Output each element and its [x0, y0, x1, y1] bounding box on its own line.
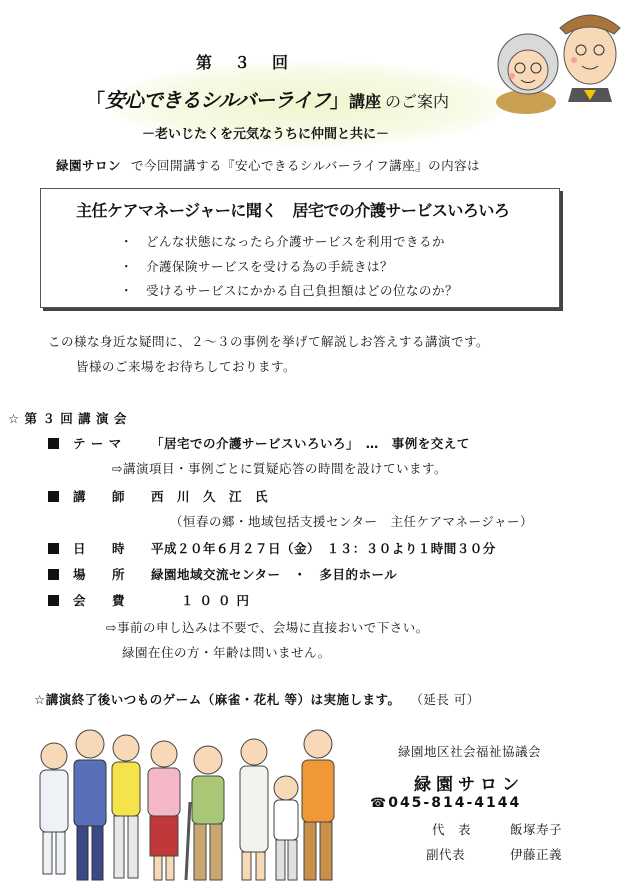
after-line [34, 692, 480, 708]
title-guide: のご案内 [384, 92, 449, 111]
after-text: ☆講演終了後いつものゲーム（麻雀・花札 等）は実施します。 [34, 692, 401, 707]
date-row [48, 541, 496, 557]
bullet-text: 受けるサービスにかかる自己負担額はどの位なのか？ [146, 283, 459, 298]
square-bullet [48, 543, 59, 554]
after-extension: （延長 可） [416, 692, 480, 707]
lecture-heading: ☆ 第 ３ 回 講 演 会 [8, 411, 127, 426]
vice-representative-row [426, 847, 562, 863]
lecturer-note: （恒春の郷・地域包括支援センター 主任ケアマネージャー） [170, 514, 534, 529]
theme-note: ⇨講演項目・事例ごとに質疑応答の時間を設けています。 [112, 461, 447, 476]
title-quote-open: 「 [86, 90, 106, 112]
bullet-dot: ・ [120, 259, 147, 274]
session-number: 第 ３ 回 [196, 53, 292, 72]
topic-bullet-1 [120, 234, 445, 250]
lecturer-row [48, 489, 268, 505]
explanation-line-2: 皆様のご来場をお待ちしております。 [76, 359, 297, 374]
vice-label: 副代表 [426, 847, 466, 862]
topic-bullet-2 [120, 259, 393, 275]
place-label: 場 所 [73, 567, 126, 582]
page-title [86, 84, 449, 113]
people-group-illustration [30, 722, 340, 888]
bullet-text: どんな状態になったら介護サービスを利用できるか [146, 234, 446, 249]
theme-row [48, 436, 470, 452]
square-bullet [48, 569, 59, 580]
square-bullet [48, 438, 59, 449]
intro-text: で今回開講する『安心できるシルバーライフ講座』の内容は [131, 158, 481, 173]
theme-value: 「居宅での介護サービスいろいろ」 … 事例を交えて [151, 436, 470, 451]
vice-name: 伊藤正義 [510, 847, 563, 862]
square-bullet [48, 491, 59, 502]
phone-number: 045-814-4144 [388, 795, 522, 811]
fee-value: １００円 [181, 593, 256, 608]
date-value: 平成２０年６月２７日（金） １３：３０より１時間３０分 [151, 541, 496, 556]
fee-label: 会 費 [73, 593, 126, 608]
topic-heading: 主任ケアマネージャーに聞く 居宅での介護サービスいろいろ [76, 201, 510, 220]
representative-row [432, 822, 562, 838]
title-suffix: 講座 [348, 92, 381, 111]
lecturer-label: 講 師 [73, 489, 126, 504]
intro-line [56, 158, 480, 174]
rep-name: 飯塚寿子 [510, 822, 563, 837]
explanation-line-1: この様な身近な疑問に、２～３の事例を挙げて解説しお答えする講演です。 [48, 334, 490, 349]
title-quote-close: 」 [329, 90, 349, 112]
square-bullet [48, 595, 59, 606]
lecturer-value: 西 川 久 江 氏 [151, 489, 269, 504]
salon-name: 緑園サロン [56, 158, 122, 173]
bullet-dot: ・ [120, 234, 147, 249]
phone-line [370, 795, 521, 811]
rep-label: 代 表 [432, 822, 472, 837]
subtitle: －老いじたくを元気なうちに仲間と共に－ [142, 127, 390, 142]
bullet-dot: ・ [120, 283, 147, 298]
organizer-salon: 緑園サロン [414, 775, 524, 795]
elderly-couple-illustration [488, 2, 628, 114]
place-row [48, 567, 397, 583]
fee-row [48, 593, 255, 609]
council-name: 緑園地区社会福祉協議会 [398, 744, 542, 759]
theme-label: テ ー マ [73, 436, 122, 451]
bullet-text: 介護保険サービスを受ける為の手続きは？ [146, 259, 394, 274]
topic-bullet-3 [120, 283, 458, 299]
title-main: 安心できるシルバーライフ [105, 88, 330, 112]
phone-icon: ☎ [370, 796, 389, 811]
fee-note-2: 緑園在住の方・年齢は問いません。 [122, 645, 331, 660]
fee-note-1: ⇨事前の申し込みは不要で、会場に直接おいで下さい。 [106, 620, 429, 635]
date-label: 日 時 [73, 541, 126, 556]
place-value: 緑園地域交流センター ・ 多目的ホール [151, 567, 398, 582]
